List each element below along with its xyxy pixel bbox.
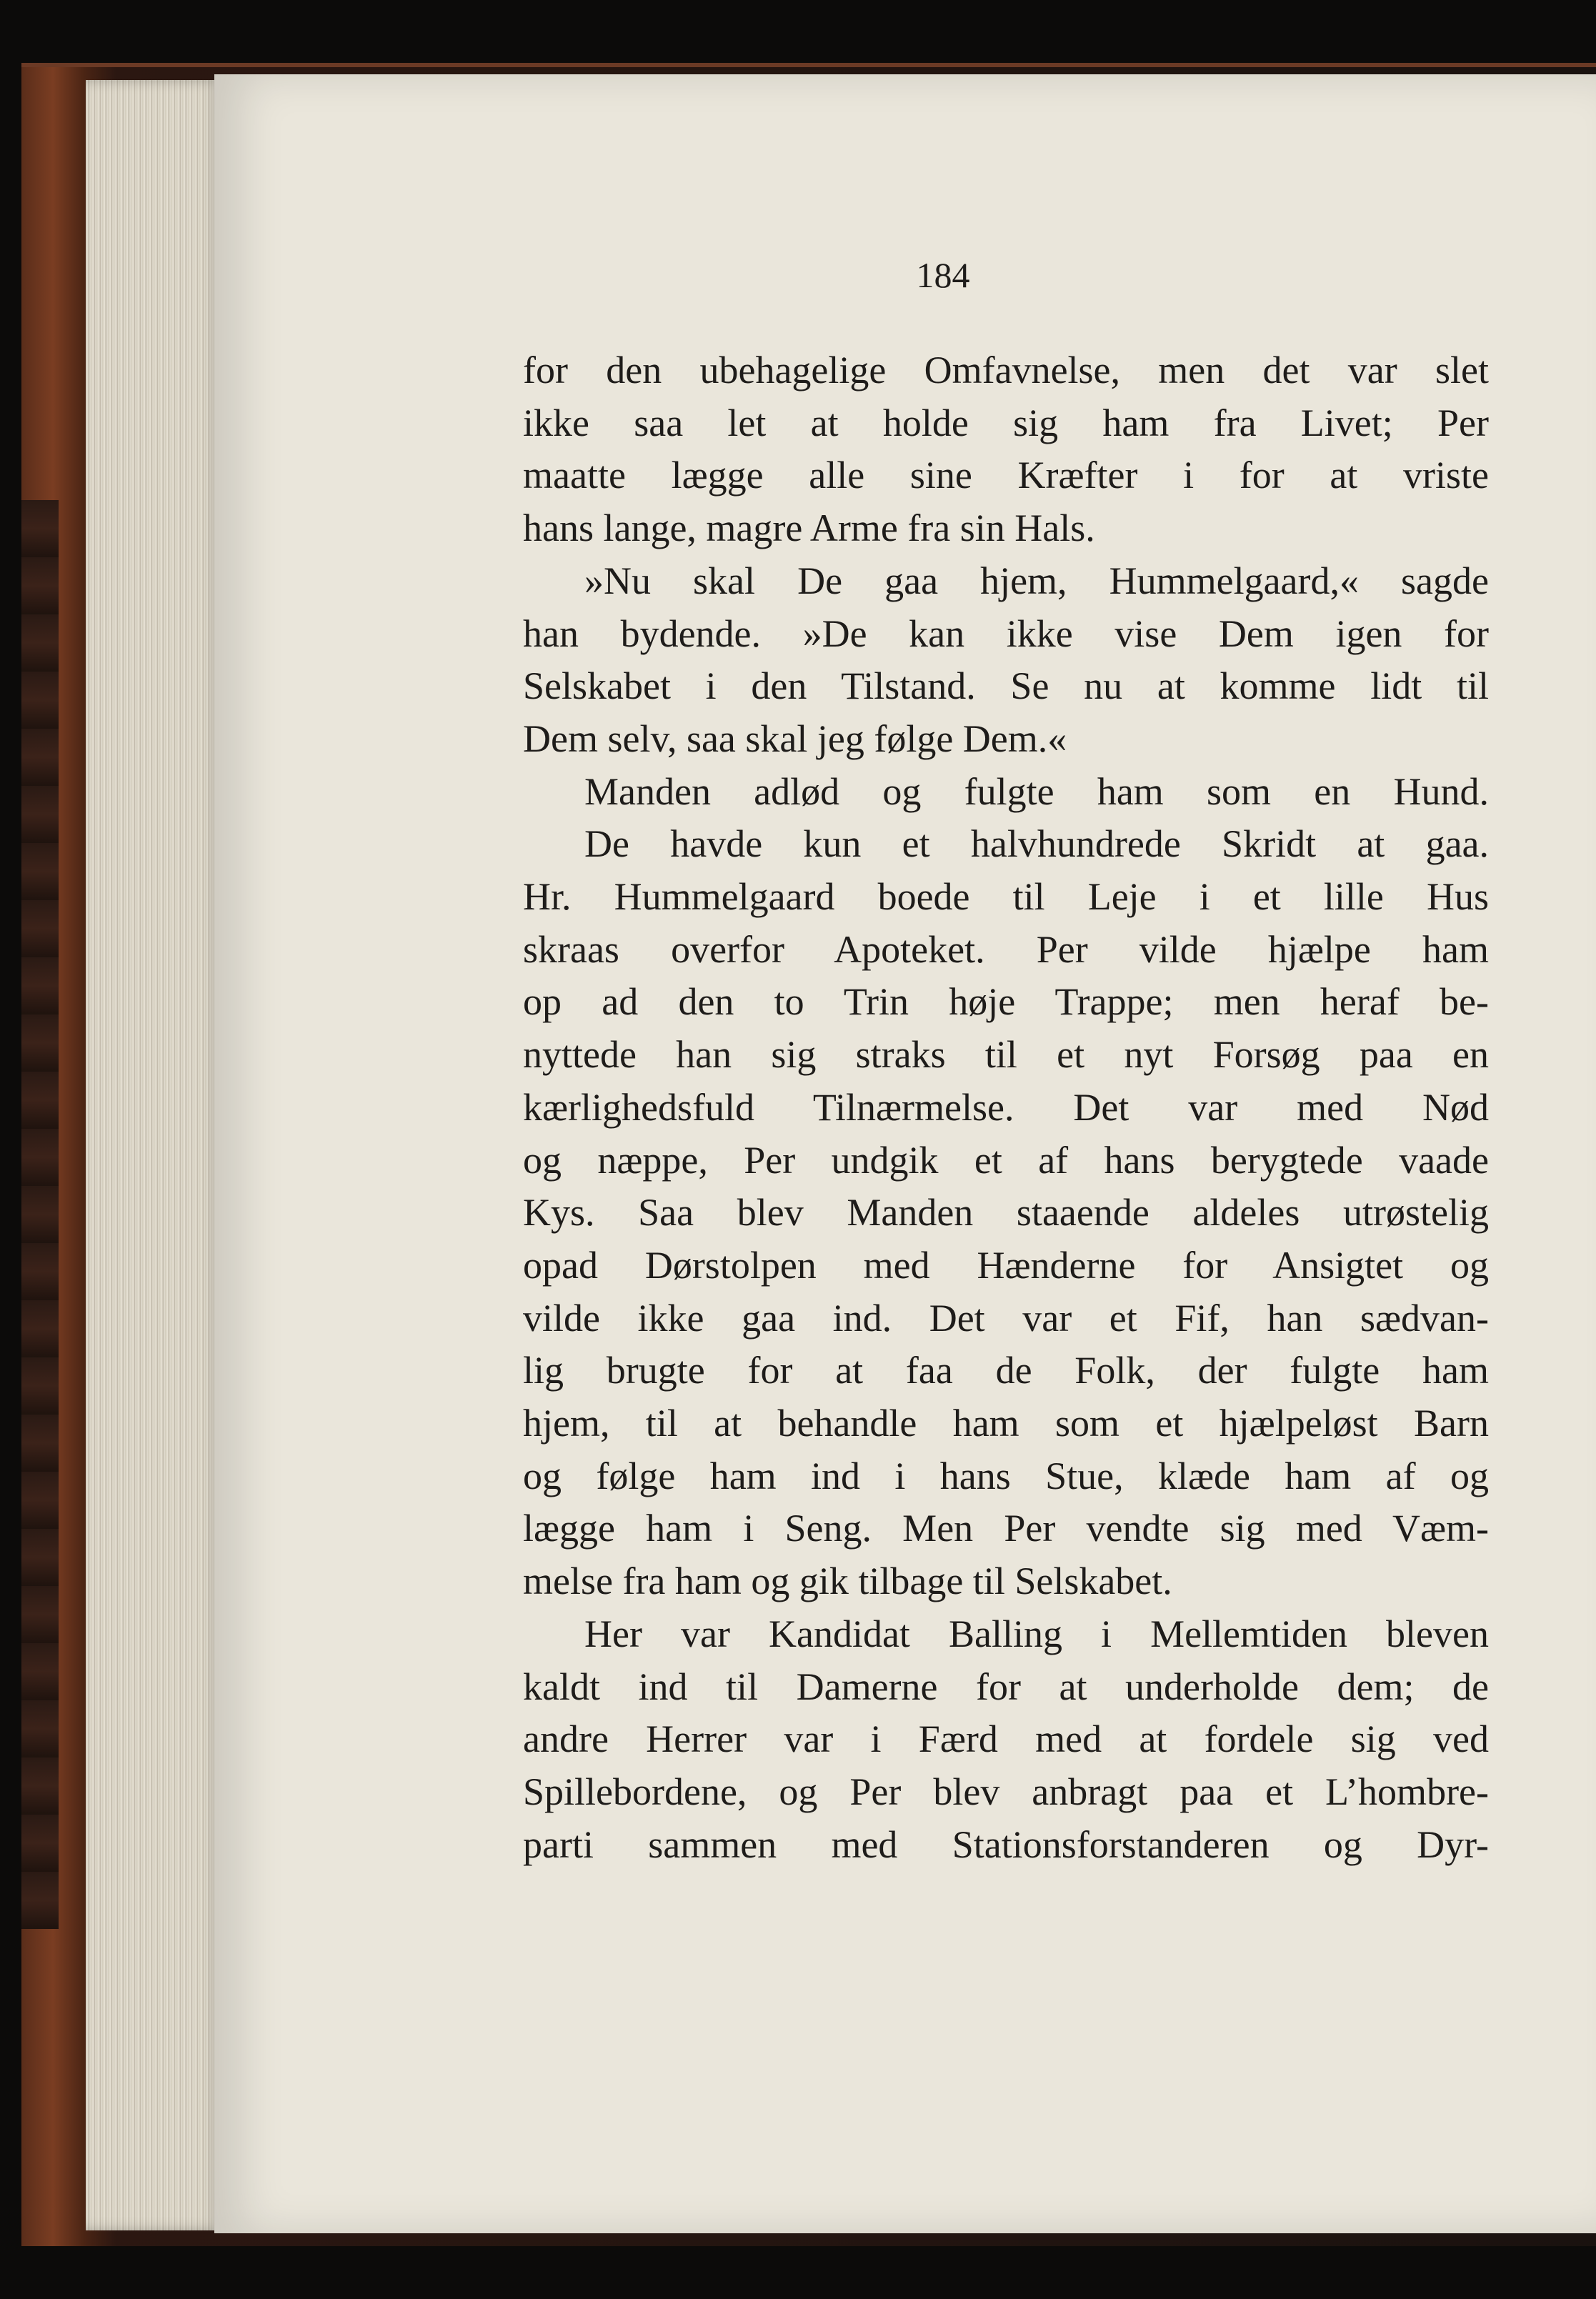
text-line: ikke saa let at holde sig ham fra Livet; Per xyxy=(523,401,1489,444)
body-text xyxy=(523,344,1489,1871)
text-line: De havde kun et halvhundrede Skridt at gaa. xyxy=(584,822,1489,866)
page-number: 184 xyxy=(916,255,970,295)
text-line: Manden adlød og fulgte ham som en Hund. xyxy=(584,769,1489,813)
text-line: parti sammen med Stationsforstanderen og Dyr- xyxy=(523,1822,1489,1866)
text-line: Selskabet i den Tilstand. Se nu at komme lidt til xyxy=(523,664,1489,708)
text-line: og næppe, Per undgik et af hans berygtede vaade xyxy=(523,1138,1489,1182)
text-line: nyttede han sig straks til et nyt Forsøg paa en xyxy=(523,1033,1489,1077)
text-line: opad Dørstolpen med Hænderne for Ansigtet og xyxy=(523,1243,1489,1287)
text-line: hjem, til at behandle ham som et hjælpeløst Barn xyxy=(523,1402,1489,1445)
book-spine-binding xyxy=(21,500,59,1929)
page-edges xyxy=(86,80,221,2230)
text-line: Spillebordene, og Per blev anbragt paa et L’hombre- xyxy=(523,1770,1489,1813)
text-line: vilde ikke gaa ind. Det var et Fif, han sædvan- xyxy=(523,1296,1489,1340)
text-line: maatte lægge alle sine Kræfter i for at vriste xyxy=(523,454,1489,497)
text-line: Kys. Saa blev Manden staaende aldeles utrøstelig xyxy=(523,1191,1489,1235)
text-line: Dem selv, saa skal jeg følge Dem.« xyxy=(523,717,1067,760)
text-line: melse fra ham og gik tilbage til Selskabet. xyxy=(523,1560,1172,1603)
text-line: Hr. Hummelgaard boede til Leje i et lille Hus xyxy=(523,875,1489,919)
text-line: lig brugte for at faa de Folk, der fulgte ham xyxy=(523,1349,1489,1392)
text-line: skraas overfor Apoteket. Per vilde hjælpe ham xyxy=(523,927,1489,971)
text-line: og følge ham ind i hans Stue, klæde ham af og xyxy=(523,1454,1489,1497)
text-line: han bydende. »De kan ikke vise Dem igen for xyxy=(523,612,1489,655)
text-line: hans lange, magre Arme fra sin Hals. xyxy=(523,507,1095,550)
text-line: andre Herrer var i Færd med at fordele sig ved xyxy=(523,1717,1489,1761)
text-line: Her var Kandidat Balling i Mellemtiden bleven xyxy=(584,1612,1489,1655)
text-line: kaldt ind til Damerne for at underholde dem; de xyxy=(523,1665,1489,1708)
text-line: »Nu skal De gaa hjem, Hummelgaard,« sagde xyxy=(584,559,1489,602)
text-line: op ad den to Trin høje Trappe; men heraf be- xyxy=(523,980,1489,1024)
text-line: lægge ham i Seng. Men Per vendte sig med Væm- xyxy=(523,1507,1489,1550)
text-line: kærlighedsfuld Tilnærmelse. Det var med Nød xyxy=(523,1085,1489,1129)
text-line: for den ubehagelige Omfavnelse, men det var slet xyxy=(523,349,1489,392)
